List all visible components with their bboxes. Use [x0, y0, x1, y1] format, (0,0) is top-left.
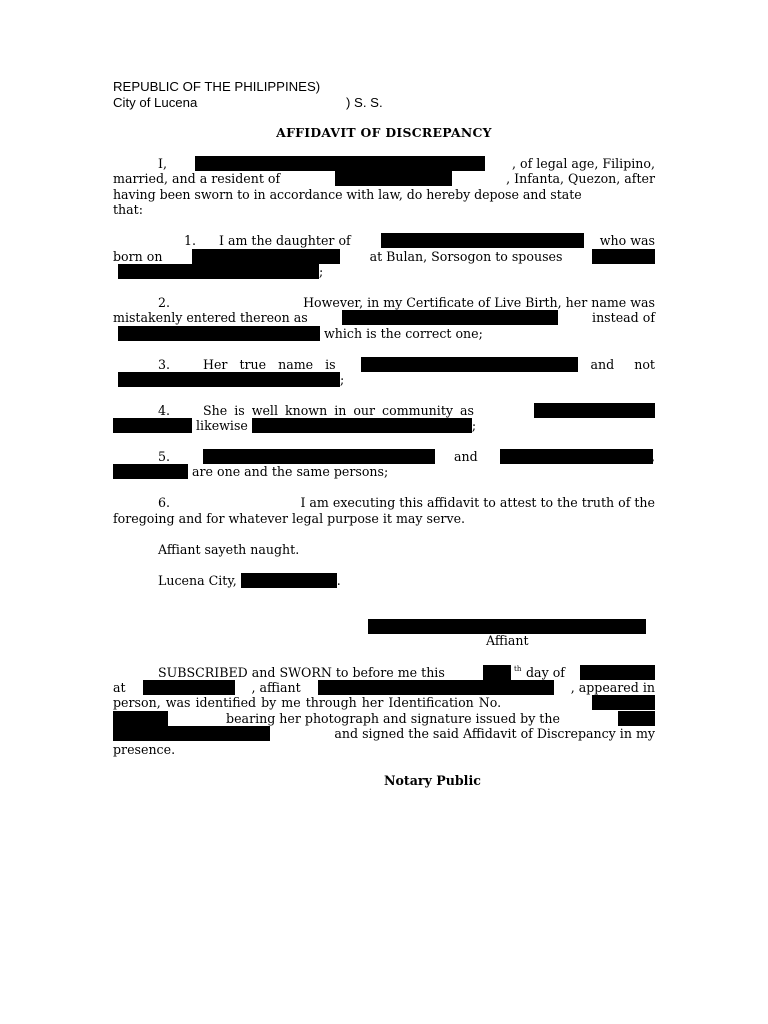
sayeth-line: Affiant sayeth naught.	[158, 542, 300, 557]
place-date-line: Lucena City, .	[158, 573, 341, 588]
para-4-line-2: likewise ;	[113, 418, 655, 434]
para-1-line-3: ;	[118, 264, 660, 280]
redacted-affiant-name-2	[318, 680, 554, 695]
redacted-birth-date	[192, 249, 340, 264]
redacted-likewise-name	[252, 418, 472, 433]
notary-public-label: Notary Public	[384, 773, 481, 788]
jurat-line-6: presence.	[113, 742, 176, 757]
header-city: City of Lucena	[113, 95, 198, 110]
para-2-line-2: mistakenly entered thereon as instead of	[113, 310, 655, 325]
redacted-issuer	[618, 711, 655, 726]
intro-line-3: having been sworn to in accordance with law, do hereby depose and state	[113, 187, 582, 202]
intro-line-4: that:	[113, 202, 143, 217]
para-1-line-2: born on at Bulan, Sorsogon to spouses	[113, 249, 655, 265]
redacted-affiant-signature	[368, 619, 646, 634]
para-3-line-1: 3. Her true name is , and not	[158, 357, 655, 372]
redacted-name-a	[203, 449, 435, 464]
redacted-spouses-2	[118, 264, 319, 279]
para-6-line-2: foregoing and for whatever legal purpose it may serve.	[113, 511, 466, 526]
redacted-affiant-name	[195, 156, 485, 171]
para-6-line-1: 6. I am executing this affidavit to attest to the truth of the	[158, 495, 655, 510]
header-city-line	[113, 95, 655, 111]
jurat-line-4: bearing her photograph and signature issued by the	[113, 711, 655, 727]
affiant-label: Affiant	[486, 633, 529, 648]
redacted-place	[143, 680, 235, 695]
para-2-line-3: which is the correct one;	[118, 326, 660, 342]
redacted-id-number	[592, 695, 655, 710]
jurat-line-2: at , affiant , appeared in	[113, 680, 655, 695]
redacted-name-b	[500, 449, 653, 464]
para-1-line-1: 1. I am the daughter of who was	[184, 233, 655, 248]
para-5-line-2: are one and the same persons;	[113, 464, 655, 480]
intro-line-2: married, and a resident of , Infanta, Quezon, after	[113, 171, 655, 186]
redacted-id-number-2	[113, 711, 168, 726]
redacted-known-as	[534, 403, 655, 418]
jurat-line-3: person, was identified by me through her Identification No.	[113, 695, 655, 711]
redacted-issuer-2	[113, 726, 270, 741]
redacted-true-name	[361, 357, 578, 372]
document-title: AFFIDAVIT OF DISCREPANCY	[276, 125, 492, 140]
para-5-line-1: 5. and ,	[158, 449, 655, 464]
redacted-month	[580, 665, 655, 680]
redacted-correct-name	[118, 326, 320, 341]
para-2-line-1: 2. However, in my Certificate of Live Birth, her name was	[158, 295, 655, 310]
redacted-name-c	[113, 464, 188, 479]
redacted-spouses-1	[592, 249, 655, 264]
jurat-line-5: and signed the said Affidavit of Discrepancy in my	[113, 726, 655, 742]
header-ss: ) S. S.	[346, 95, 383, 110]
para-4-line-1: 4. She is well known in our community as	[113, 403, 655, 419]
redacted-not-name	[118, 372, 340, 387]
redacted-wrong-name	[342, 310, 558, 325]
redacted-date	[241, 573, 337, 588]
jurat-line-1: SUBSCRIBED and SWORN to before me this th day of	[113, 665, 655, 681]
redacted-day	[483, 665, 511, 680]
redacted-known-as-2	[113, 418, 192, 433]
redacted-mother-name	[381, 233, 584, 248]
redacted-residence	[335, 171, 452, 186]
header-republic: REPUBLIC OF THE PHILIPPINES)	[113, 79, 321, 94]
para-3-line-2: ;	[118, 372, 660, 388]
intro-line-1: I, , of legal age, Filipino,	[158, 156, 655, 171]
